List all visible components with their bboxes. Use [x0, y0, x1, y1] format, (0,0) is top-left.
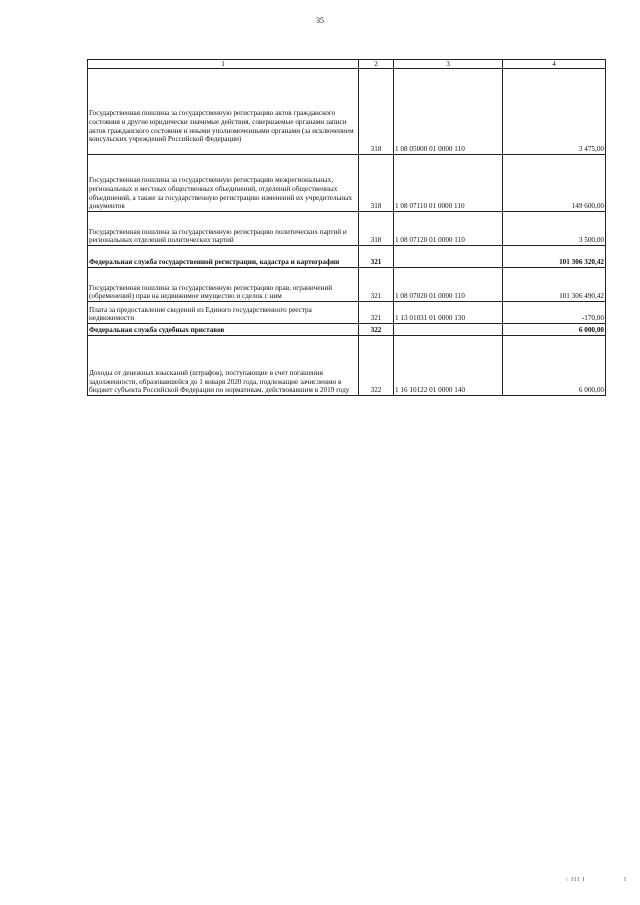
row-revenue-code: 1 08 05000 01 0000 110 [394, 69, 503, 155]
table-row [88, 69, 606, 155]
page-number: 35 [316, 16, 324, 25]
row-revenue-code: 1 16 10122 01 0000 140 [394, 336, 503, 396]
row-name: Государственная пошлина за государственную регистрацию прав, ограничений (обременений) прав на недвижимое имущество и сделок с ним [88, 268, 359, 302]
row-admin-code: 318 [359, 212, 394, 246]
table-row [88, 302, 606, 324]
header-col-3: 3 [394, 60, 503, 69]
row-name: Плата за предоставление сведений из Единого государственного реестра недвижимости [88, 302, 359, 324]
footer-mark: \ III I [566, 877, 586, 883]
table-row [88, 155, 606, 212]
row-admin-code: 321 [359, 302, 394, 324]
header-col-1: 1 [88, 60, 359, 69]
row-admin-code: 321 [359, 246, 394, 268]
row-admin-code: 322 [359, 324, 394, 336]
row-name: Федеральная служба судебных приставов [88, 324, 359, 336]
row-revenue-code [394, 246, 503, 268]
table-row [88, 336, 606, 396]
row-revenue-code [394, 324, 503, 336]
row-admin-code: 318 [359, 155, 394, 212]
table-row [88, 268, 606, 302]
table-header-row [88, 60, 606, 69]
row-admin-code: 321 [359, 268, 394, 302]
header-col-4: 4 [503, 60, 606, 69]
row-revenue-code: 1 08 07020 01 0000 110 [394, 268, 503, 302]
row-sum: 149 600,00 [503, 155, 606, 212]
row-sum: -170,00 [503, 302, 606, 324]
row-sum: 3 500,00 [503, 212, 606, 246]
row-admin-code: 318 [359, 69, 394, 155]
row-sum: 3 475,00 [503, 69, 606, 155]
row-sum: 6 000,00 [503, 324, 606, 336]
row-name: Федеральная служба государственной регистрации, кадастра и картографии [88, 246, 359, 268]
table-row-section [88, 246, 606, 268]
row-name: Государственная пошлина за государственную регистрацию межрегиональных, региональных и местных общественных объединений, отделений общественных объединений, а также за государственную регистрацию изменений их учредительных документов [88, 155, 359, 212]
row-revenue-code: 1 08 07120 01 0000 110 [394, 212, 503, 246]
row-name: Доходы от денежных взысканий (штрафов), поступающие в счет погашения задолженности, образовавшейся до 1 января 2020 года, подлежащие зачислению в бюджет субъекта Российской Федерации по нормативам, действовавшим в 2019 году [88, 336, 359, 396]
row-revenue-code: 1 08 07110 01 0000 110 [394, 155, 503, 212]
row-admin-code: 322 [359, 336, 394, 396]
row-name: Государственная пошлина за государственную регистрацию политических партий и региональных отделений политических партий [88, 212, 359, 246]
header-col-2: 2 [359, 60, 394, 69]
row-revenue-code: 1 13 01031 01 0000 130 [394, 302, 503, 324]
table-row-section [88, 324, 606, 336]
footer-mark-right: I [624, 877, 626, 883]
row-sum: 101 306 490,42 [503, 268, 606, 302]
row-name-text: Государственная пошлина за государственную регистрацию актов гражданского состояния и другие юридически значимые действия, совершаемые органами записи актов гражданского состояния и иными уполномоченными органами (за исключением консульских учреждений Российской Федерации) [89, 109, 354, 144]
budget-table [87, 59, 606, 396]
row-name [88, 69, 359, 155]
table-row [88, 212, 606, 246]
row-sum: 6 000,00 [503, 336, 606, 396]
row-sum: 101 306 320,42 [503, 246, 606, 268]
